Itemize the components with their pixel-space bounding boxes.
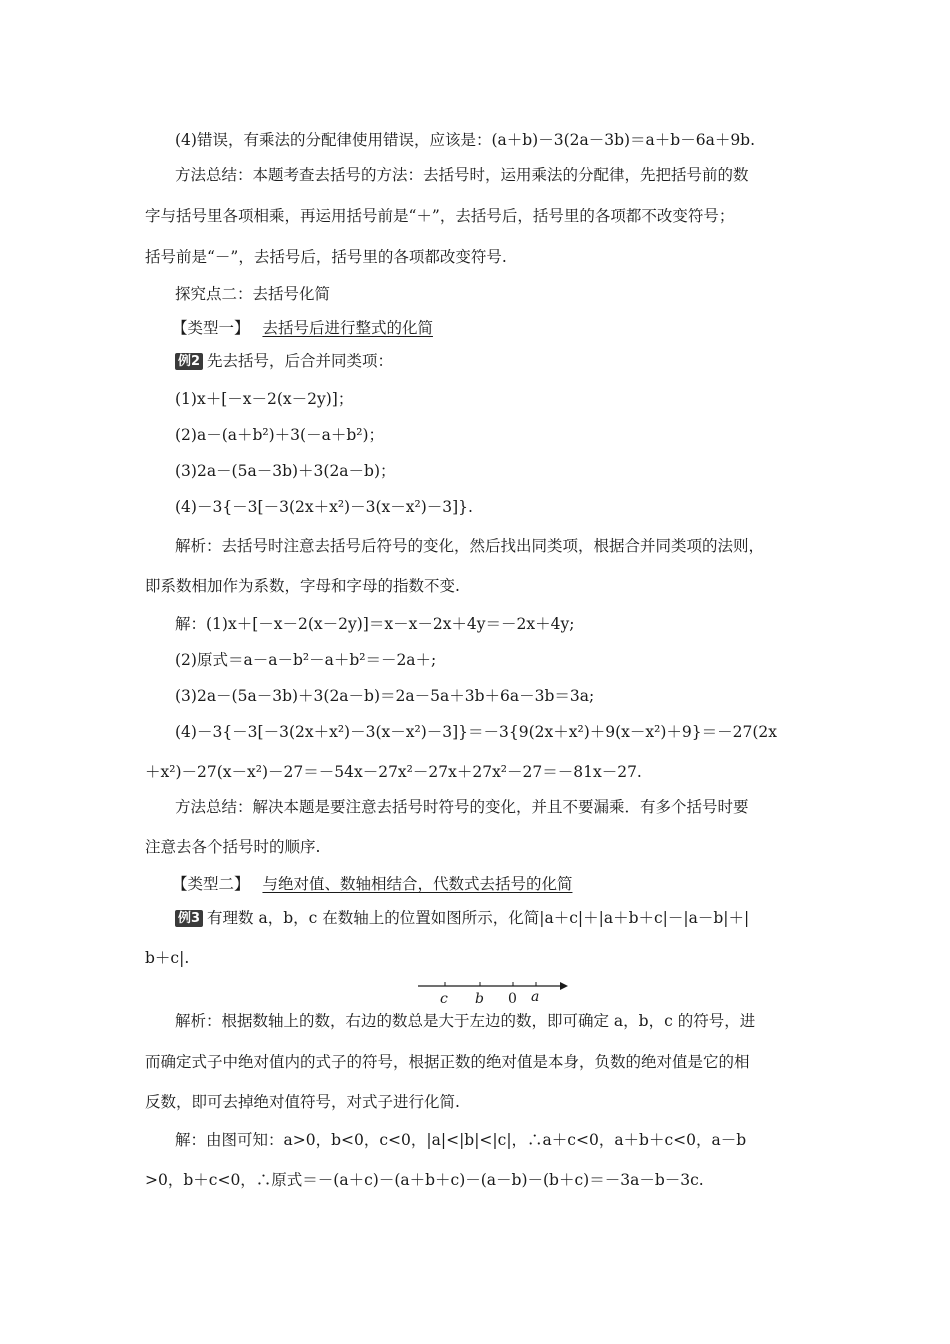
solution-line: (4)－3{－3[－3(2x＋x²)－3(x－x²)－3]}＝－3{9(2x＋x²)＋9(x－x²)＋9}＝－27(2x bbox=[175, 723, 778, 741]
method-summary: 方法总结：解决本题是要注意去括号时符号的变化，并且不要漏乘．有多个括号时要 bbox=[175, 798, 749, 816]
analysis-line: 而确定式子中绝对值内的式子的符号，根据正数的绝对值是本身，负数的绝对值是它的相 bbox=[145, 1053, 750, 1071]
example-text: 先去括号，后合并同类项： bbox=[207, 352, 394, 370]
label-b: b bbox=[475, 991, 484, 1007]
type-heading bbox=[172, 318, 433, 338]
analysis-line: 解析：根据数轴上的数，右边的数总是大于左边的数，即可确定 a，b，c 的符号，进 bbox=[175, 1012, 756, 1030]
type-heading bbox=[172, 874, 572, 894]
solution-line: 解：(1)x＋[－x－2(x－2y)]＝x－x－2x＋4y＝－2x＋4y; bbox=[175, 615, 575, 633]
solution-line: (3)2a－(5a－3b)＋3(2a－b)＝2a－5a＋3b＋6a－3b＝3a; bbox=[175, 687, 595, 705]
analysis-line: 反数，即可去掉绝对值符号，对式子进行化简. bbox=[145, 1093, 460, 1111]
text-line: 括号前是“－”，去括号后，括号里的各项都改变符号. bbox=[145, 248, 507, 266]
label-zero: 0 bbox=[508, 991, 517, 1007]
section-heading: 探究点二：去括号化简 bbox=[175, 285, 331, 303]
example-text: b＋c|. bbox=[145, 949, 190, 967]
analysis-line: 解析：去括号时注意去括号后符号的变化，然后找出同类项，根据合并同类项的法则， bbox=[175, 537, 765, 555]
label-a: a bbox=[531, 989, 540, 1005]
type-title: 去括号后进行整式的化简 bbox=[262, 319, 433, 337]
type-label: 【类型一】 bbox=[172, 319, 250, 337]
solution-line: ＋x²)－27(x－x²)－27＝－54x－27x²－27x＋27x²－27＝－81x－27. bbox=[145, 763, 642, 781]
problem-line: (3)2a－(5a－3b)＋3(2a－b)； bbox=[175, 462, 396, 480]
arrow-icon bbox=[560, 982, 568, 990]
solution-line: >0，b＋c<0，∴原式＝－(a＋c)－(a＋b＋c)－(a－b)－(b＋c)＝－3a－b－3c. bbox=[145, 1171, 704, 1189]
method-summary: 方法总结：本题考查去括号的方法：去括号时，运用乘法的分配律，先把括号前的数 bbox=[175, 166, 749, 184]
problem-line: (4)－3{－3[－3(2x＋x²)－3(x－x²)－3]}. bbox=[175, 498, 473, 516]
example-prompt bbox=[175, 351, 393, 371]
example-badge: 例3 bbox=[175, 910, 203, 927]
example-text: 有理数 a，b，c 在数轴上的位置如图所示，化简|a＋c|＋|a＋b＋c|－|a－b|＋| bbox=[207, 909, 750, 927]
solution-line: 解：由图可知：a>0，b<0，c<0，|a|<|b|<|c|，∴a＋c<0，a＋b＋c<0，a－b bbox=[175, 1131, 747, 1149]
problem-line: (1)x＋[－x－2(x－2y)]； bbox=[175, 390, 354, 408]
analysis-line: 即系数相加作为系数，字母和字母的指数不变. bbox=[145, 577, 460, 595]
type-title: 与绝对值、数轴相结合，代数式去括号的化简 bbox=[262, 875, 573, 893]
problem-line: (2)a－(a＋b²)＋3(－a＋b²)； bbox=[175, 426, 385, 444]
text-line: (4)错误，有乘法的分配律使用错误，应该是：(a＋b)－3(2a－3b)＝a＋b－6a＋9b. bbox=[175, 131, 756, 149]
example-badge: 例2 bbox=[175, 353, 203, 370]
text-line: 字与括号里各项相乘，再运用括号前是“＋”，去括号后，括号里的各项都不改变符号； bbox=[145, 207, 735, 225]
example-prompt bbox=[175, 908, 749, 928]
method-summary: 注意去各个括号时的顺序. bbox=[145, 838, 321, 856]
solution-line: (2)原式＝a－a－b²－a＋b²＝－2a＋; bbox=[175, 651, 437, 669]
type-label: 【类型二】 bbox=[172, 875, 250, 893]
label-c: c bbox=[440, 991, 448, 1007]
